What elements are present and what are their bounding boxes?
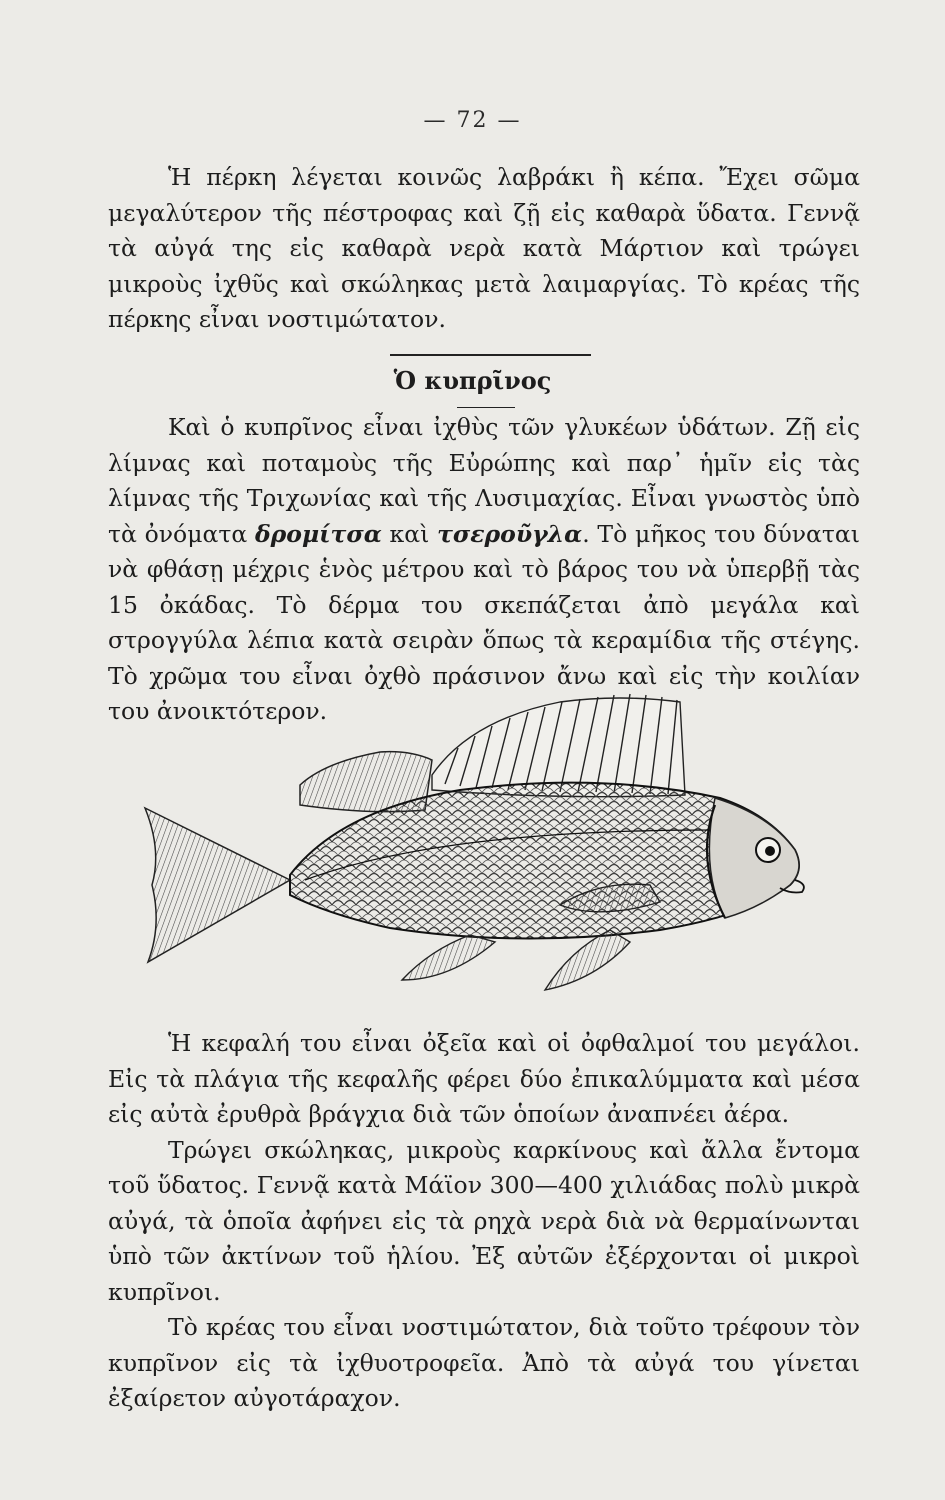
section-rule-bottom	[457, 407, 515, 408]
paragraph: Τὸ κρέας του εἶναι νοστιμώτατον, διὰ τοῦτο τρέφουν τὸν κυπρῖνον εἰς τὰ ἰχθυοτροφεῖα. Ἀπὸ τὰ αὐγά του γίνεται ἐξαίρετον αὐγοτάραχον.	[108, 1313, 860, 1412]
conjunction: καὶ	[389, 519, 430, 548]
carp-description-text	[108, 1026, 860, 1417]
paragraph: Τρώγει σκώληκας, μικροὺς καρκίνους καὶ ἄλλα ἔντομα τοῦ ὕδατος. Γεννᾷ κατὰ Μάϊον 300—400 χιλιάδας πολὺ μικρὰ αὐγά, τὰ ὁποῖα ἀφήνει εἰς τὰ ρηχὰ νερὰ διὰ νὰ θερμαίνωνται ὑπὸ τῶν ἀκτίνων τοῦ ἡλίου. Ἐξ αὐτῶν ἐξέρχονται οἱ μικροὶ κυπρῖνοι.	[108, 1135, 860, 1306]
perch-text	[108, 160, 860, 338]
paragraph-part: . Τὸ μῆκος του δύναται νὰ φθάσῃ μέχρις ἑνὸς μέτρου καὶ τὸ βάρος του νὰ ὑπερβῇ τὰς 15 ὀκάδας. Τὸ δέρμα του σκεπάζεται ἀπὸ μεγάλα καὶ στρογγύλα λέπια κατὰ σειρὰν ὅπως τὰ κεραμίδια τῆς στέγης. Τὸ χρῶμα του εἶναι ὀχθὸ πράσινον ἄνω καὶ εἰς τὴν κοιλίαν του ἀνοικτότερον.	[108, 519, 860, 725]
tail-fin	[145, 808, 290, 962]
carp-illustration	[140, 680, 830, 1010]
paragraph: Ἡ κεφαλή του εἶναι ὀξεῖα καὶ οἱ ὀφθαλμοί του μεγάλοι. Εἰς τὰ πλάγια τῆς κεφαλῆς φέρει δύο ἐπικαλύμματα καὶ μέσα εἰς αὐτὰ ἐρυθρὰ βράγχια διὰ τῶν ὁποίων ἀναπνέει ἀέρα.	[108, 1029, 860, 1128]
section-rule-top	[390, 354, 591, 356]
section-title: Ὁ κυπρῖνος	[393, 366, 552, 395]
page-number: — 72 —	[423, 108, 522, 133]
fish-name-term: δρομίτσα	[255, 519, 382, 548]
fish-engraving	[140, 680, 830, 1010]
paragraph: Ἡ πέρκη λέγεται κοινῶς λαβράκι ἢ κέπα. Ἔχει σῶμα μεγαλύτερον τῆς πέστροφας καὶ ζῇ εἰς καθαρὰ ὕδατα. Γεννᾷ τὰ αὐγά της εἰς καθαρὰ νερὰ κατὰ Μάρτιον καὶ τρώγει μικροὺς ἰχθῦς καὶ σκώληκας μετὰ λαιμαργίας. Τὸ κρέας τῆς πέρκης εἶναι νοστιμώτατον.	[108, 163, 860, 333]
paragraph-part: Καὶ ὁ κυπρῖνος εἶναι ἰχθὺς τῶν γλυκέων ὑδάτων. Ζῇ εἰς λίμνας καὶ ποταμοὺς τῆς Εὐρώπης καὶ παρ᾽ ἡμῖν εἰς τὰς λίμνας τῆς Τριχωνίας καὶ τῆς Λυσιμαχίας. Εἶναι γνωστὸς ὑπὸ τὰ ὀνόματα	[108, 413, 860, 548]
spiny-dorsal-fin	[432, 694, 685, 797]
fish-head	[709, 798, 799, 918]
anal-fin	[402, 935, 495, 980]
fish-name-term: τσεροῦγλα	[437, 519, 583, 548]
